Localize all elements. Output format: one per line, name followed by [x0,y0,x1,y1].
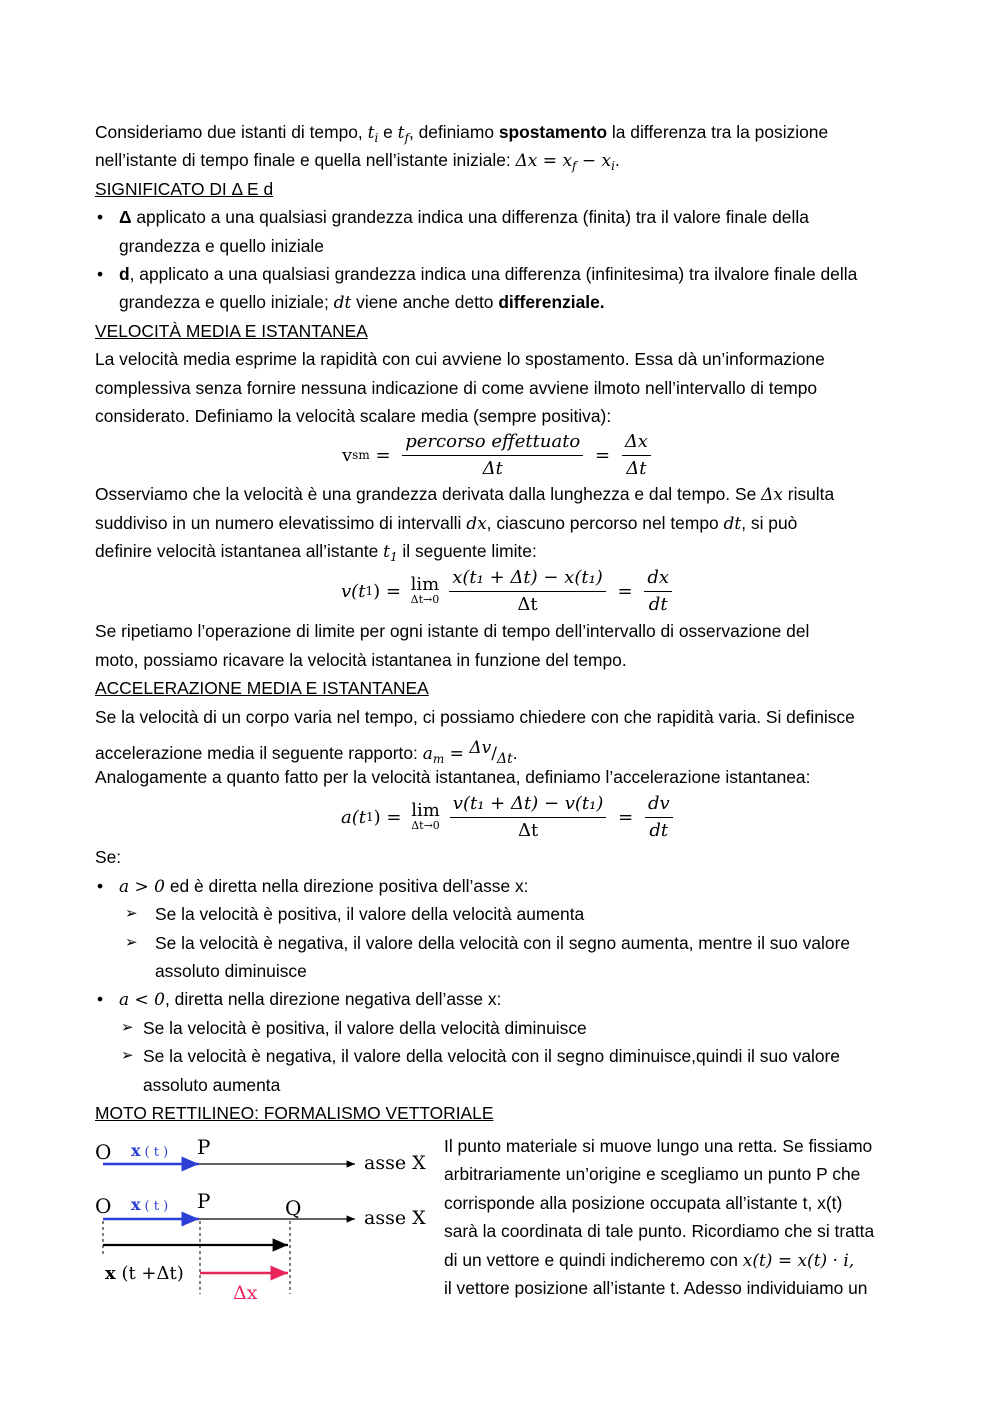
paragraph-line: considerato. Definiamo la velocità scalare media (sempre positiva): [95,405,612,426]
paragraph-line: arbitrariamente un’origine e scegliamo un punto P che [444,1164,861,1185]
bullet-delta: • Δ applicato a una qualsiasi grandezza indica una differenza (finita) tra il valore finale della [95,203,910,231]
intro-line-2: nell’istante di tempo finale e quella nell’istante iniziale: $\Delta x = x_f - x_i$. [95,150,620,174]
paragraph-line: Il punto materiale si muove lungo una retta. Se fissiamo [444,1136,873,1156]
sub-bullet: ➢ Se la velocità è positiva, il valore della velocità aumenta [95,900,910,928]
bullet-a-negative: • a < 0, diretta nella direzione negativa dell’asse x: [95,985,910,1013]
section-heading-delta-d: SIGNIFICATO DI Δ E d [95,178,274,199]
origin-label: O [95,1140,112,1164]
paragraph-line: suddiviso in un numero elevatissimo di intervalli dx, ciascuno percorso nel tempo dt, si può [95,512,798,534]
paragraph-line: Se ripetiamo l’operazione di limite per ogni istante di tempo dell’intervallo di osservazione del [95,621,810,642]
sub-bullet: ➢ Se la velocità è negativa, il valore della velocità con il segno diminuisce,quindi il suo valore [95,1042,910,1070]
fraction: $\frac{dx}{dt}$ [644,566,672,617]
paragraph-line: complessiva senza fornire nessuna indicazione di come avviene ilmoto nell’intervallo di tempo [95,377,818,398]
origin-label: O [95,1194,112,1218]
limit: lim Δt→0 [410,574,440,607]
displacement-label: Δx [233,1282,258,1304]
fraction: $\frac{\text{x(t₁ + Δt) − x(t₁)}}{\Delta t}$ [449,566,606,617]
equation-instant-acceleration: a(t 1 ) = lim Δt→0 $\frac{\text{v(t₁ + Δt) − v(t₁)}}{\Delta t}$ = $\frac{dv}{dt}$ [95,791,910,843]
axis-label: asse X [364,1152,426,1174]
position-later-label: x (t +Δt) [105,1263,184,1284]
fraction: $\frac{\text{percorso effettuato}}{\Delta t}$ [402,430,583,481]
paragraph-line: Se: [95,847,122,868]
paragraph-line: moto, possiamo ricavare la velocità istantanea in funzione del tempo. [95,649,627,670]
fraction: $\frac{\text{v(t₁ + Δt) − v(t₁)}}{\Delta t}$ [450,792,607,843]
paragraph-line: di un vettore e quindi indicheremo con x(t) = x(t) · i, [444,1249,855,1271]
section-heading-acceleration: ACCELERAZIONE MEDIA E ISTANTANEA [95,678,429,699]
equation-mean-speed: v sm = $\frac{\text{percorso effettuato}}{\Delta t}$ = $\frac{\Delta x}{\Delta t}$ [95,430,910,480]
paragraph-line: Osserviamo che la velocità è una grandezza derivata dalla lunghezza e dal tempo. Se Δx risulta [95,484,835,506]
point-p-label: P [197,1189,211,1213]
paragraph-line: corrisponde alla posizione occupata all’istante t, x(t) [444,1192,843,1213]
point-q-label: Q [285,1196,302,1220]
section-heading-velocity: VELOCITÀ MEDIA E ISTANTANEA [95,320,368,341]
sub-bullet: ➢ Se la velocità è positiva, il valore della velocità diminuisce [95,1014,910,1042]
axis-label: asse X [364,1207,426,1229]
figure-side-text [444,1132,914,1302]
limit: lim Δt→0 [411,800,440,833]
paragraph-line: accelerazione media il seguente rapporto: $a_m = \Delta v/_{\Delta t}$. [95,738,518,768]
position-label: x ( t ) [131,1195,169,1214]
paragraph-line: il vettore posizione all’istante t. Adesso individuiamo un [444,1277,868,1298]
paragraph-line: sarà la coordinata di tale punto. Ricordiamo che si tratta [444,1221,875,1242]
sub-bullet-cont: assoluto diminuisce [155,960,307,981]
fraction: $\frac{\Delta x}{\Delta t}$ [622,430,651,481]
paragraph-line: Se la velocità di un corpo varia nel tempo, ci possiamo chiedere con che rapidità varia. Si definisce [95,706,855,727]
equation-instant-velocity: v(t 1 ) = lim Δt→0 $\frac{\text{x(t₁ + Δt) − x(t₁)}}{\Delta t}$ = $\frac{dx}{dt}$ [95,565,910,617]
document-page [95,118,910,1304]
section-heading-vector: MOTO RETTILINEO: FORMALISMO VETTORIALE [95,1102,494,1123]
bullet-delta-cont: grandezza e quello iniziale [119,235,324,256]
position-vector-diagram [95,1129,435,1304]
paragraph-line: definire velocità istantanea all’istante $t_1$ il seguente limite: [95,541,537,565]
paragraph-line: La velocità media esprime la rapidità con cui avviene lo spostamento. Essa dà un’informazione [95,349,825,370]
sub-bullet: ➢ Se la velocità è negativa, il valore della velocità con il segno aumenta, mentre il suo valore [95,929,910,957]
position-label: x ( t ) [131,1141,169,1160]
sub-bullet-cont: assoluto aumenta [143,1074,281,1095]
paragraph-line: Analogamente a quanto fatto per la velocità istantanea, definiamo l’accelerazione istantanea: [95,767,811,788]
bullet-d-cont: grandezza e quello iniziale; dt viene anche detto differenziale. [119,292,605,314]
bullet-a-positive: • a > 0 ed è diretta nella direzione positiva dell’asse x: [95,872,910,900]
point-p-label: P [197,1135,211,1159]
bullet-d: • d, applicato a una qualsiasi grandezza indica una differenza (infinitesima) tra ilvalore finale della [95,260,910,288]
fraction: $\frac{dv}{dt}$ [645,792,673,843]
intro-line-1: Consideriamo due istanti di tempo, $t_i$ e $t_f$, definiamo spostamento la differenza tra la posizione [95,122,829,145]
